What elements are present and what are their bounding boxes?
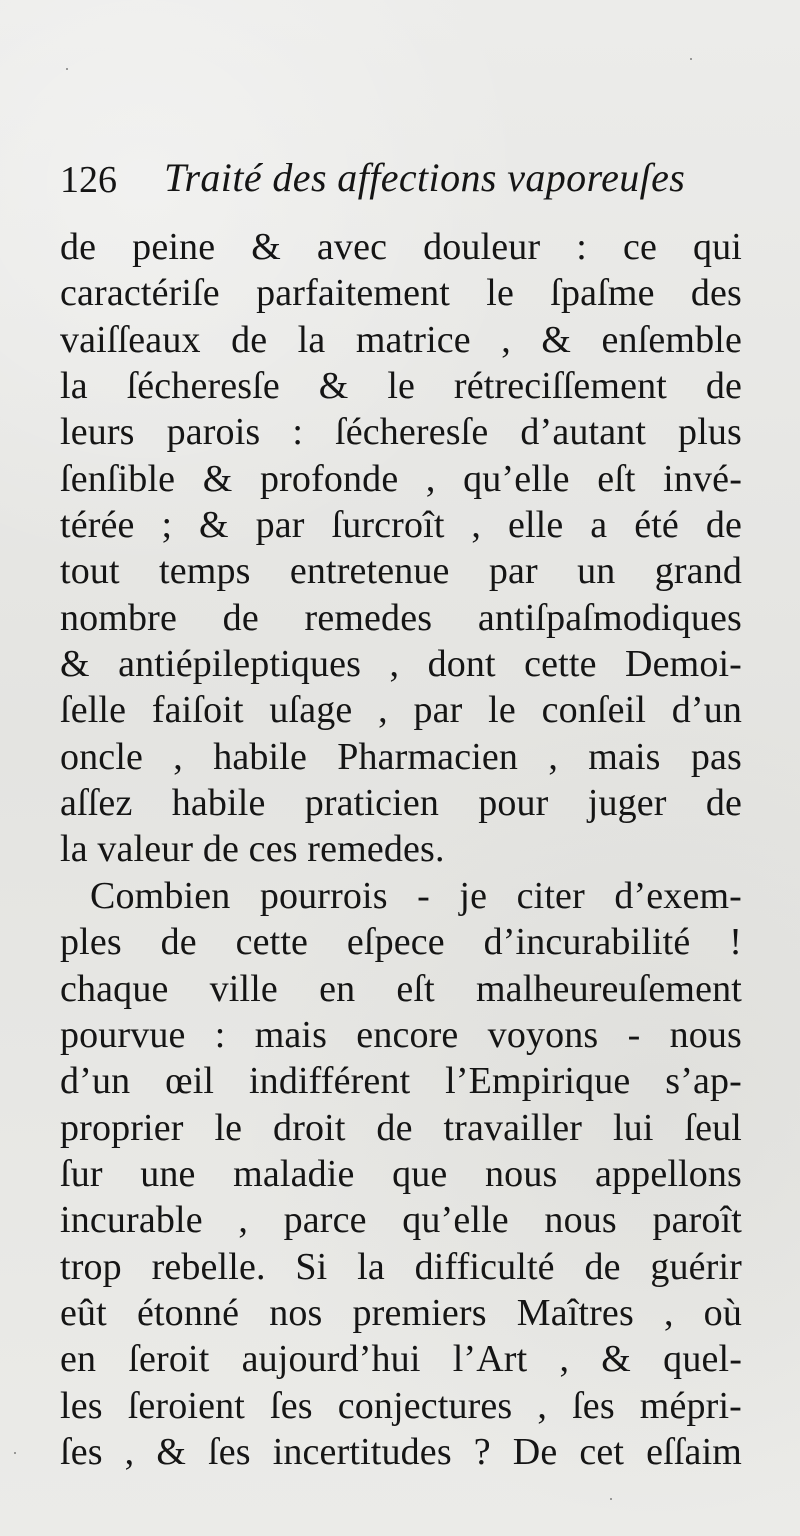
paragraph-start-line: Combien pourrois - je citer d’exem-	[90, 874, 742, 917]
text-line: aſſez habile praticien pour juger de	[60, 782, 742, 825]
text-line: nombre de remedes antiſpaſmodiques	[60, 596, 742, 639]
text-line: leurs parois : ſécheresſe d’autant plus	[60, 411, 742, 454]
text-line: ples de cette eſpece d’incurabilité !	[60, 921, 742, 964]
text-line: tout temps entretenue par un grand	[60, 550, 742, 593]
text-line: d’un œil indifférent l’Empirique s’ap-	[60, 1060, 742, 1103]
page-number: 126	[60, 159, 117, 201]
page-text	[60, 224, 742, 1475]
paper-speck	[66, 68, 68, 70]
text-line: eût étonné nos premiers Maîtres , où	[60, 1291, 742, 1334]
text-line: en ſeroit aujourd’hui l’Art , & quel-	[60, 1338, 742, 1381]
text-line: de peine & avec douleur : ce qui	[60, 226, 742, 268]
running-head	[60, 154, 750, 212]
text-line: térée ; & par ſurcroît , elle a été de	[60, 504, 742, 547]
text-line: pourvue : mais encore voyons - nous	[60, 1013, 742, 1056]
text-line: trop rebelle. Si la difficulté de guérir	[60, 1245, 742, 1288]
paper-speck	[610, 1498, 612, 1500]
text-line: proprier le droit de travailler lui ſeul	[60, 1106, 742, 1149]
text-line: oncle , habile Pharmacien , mais pas	[60, 735, 742, 778]
text-line: chaque ville en eſt malheureuſement	[60, 967, 742, 1010]
text-line: & antiépileptiques , dont cette Demoi-	[60, 643, 742, 686]
running-title: Traité des affections vaporeuſes	[164, 155, 686, 200]
paper-speck	[690, 58, 692, 60]
paper-speck	[14, 1452, 16, 1454]
text-line: vaiſſeaux de la matrice , & enſemble	[60, 318, 742, 361]
text-line: ſelle faiſoit uſage , par le conſeil d’un	[60, 689, 742, 732]
text-line: ſenſible & profonde , qu’elle eſt invé-	[60, 457, 742, 500]
text-line: incurable , parce qu’elle nous paroît	[60, 1199, 742, 1242]
text-line: les ſeroient ſes conjectures , ſes mépri-	[60, 1384, 742, 1427]
text-line: ſes , & ſes incertitudes ? De cet eſſaim	[60, 1430, 742, 1473]
text-line: caractériſe parfaitement le ſpaſme des	[60, 272, 742, 315]
paragraph-end-line: la valeur de ces remedes.	[60, 828, 445, 871]
text-line: la ſécheresſe & le rétreciſſement de	[60, 365, 742, 408]
text-line: ſur une maladie que nous appellons	[60, 1152, 742, 1195]
